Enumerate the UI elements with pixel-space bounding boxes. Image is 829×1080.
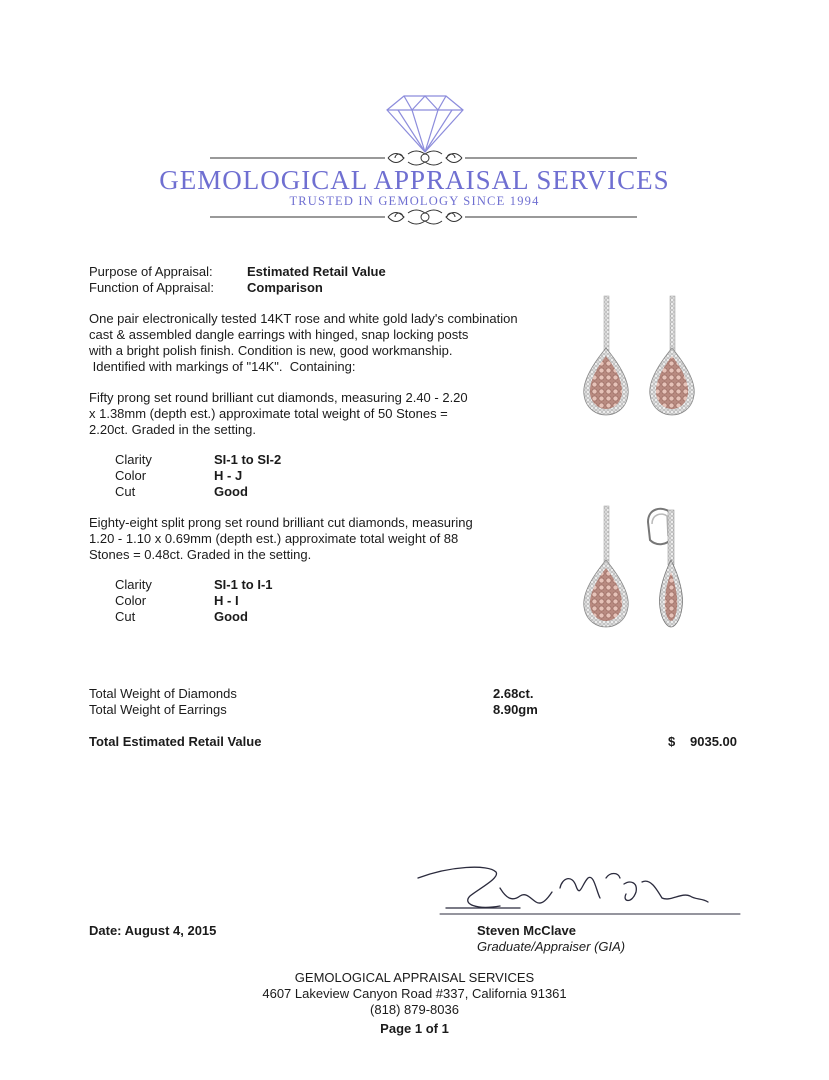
description-line: with a bright polish finish. Condition is new, good workmanship.: [89, 343, 453, 358]
stones-2-description: [89, 515, 473, 563]
earrings-side-photo: [570, 500, 720, 640]
function-label: Function of Appraisal:: [89, 280, 215, 295]
stones-1-grades: [0, 452, 400, 502]
total-earrings-value: 8.90gm: [493, 702, 538, 717]
function-value: Comparison: [247, 280, 323, 295]
footer-address: 4607 Lakeview Canyon Road #337, California 91361: [262, 986, 567, 1001]
diamond-icon: [387, 96, 463, 152]
cut-value: Good: [214, 484, 248, 499]
clarity-value: SI-1 to SI-2: [214, 452, 282, 467]
total-diamonds-label: Total Weight of Diamonds: [89, 686, 237, 701]
company-logo: [0, 90, 829, 230]
appraisal-date: Date: August 4, 2015: [89, 923, 217, 938]
appraiser-title: Graduate/Appraiser (GIA): [477, 939, 626, 954]
clarity-label: Clarity: [115, 452, 152, 467]
total-diamonds-value: 2.68ct.: [493, 686, 534, 701]
ornament-divider-top: [210, 151, 637, 165]
stones-line: Fifty prong set round brilliant cut diamonds, measuring 2.40 - 2.20: [89, 390, 468, 405]
stones-2-grades: [0, 577, 400, 627]
description-line: Identified with markings of "14K". Containing:: [89, 359, 356, 374]
color-value: H - J: [214, 468, 243, 483]
earrings-front-photo: [570, 290, 720, 425]
color-value: H - I: [214, 593, 239, 608]
earring-front-view: [584, 506, 629, 627]
description-line: cast & assembled dangle earrings with hinged, snap locking posts: [89, 327, 469, 342]
earring-right: [650, 296, 695, 415]
cut-value: Good: [214, 609, 248, 624]
stones-line: Stones = 0.48ct. Graded in the setting.: [89, 547, 312, 562]
clarity-value: SI-1 to I-1: [214, 577, 273, 592]
purpose-value: Estimated Retail Value: [247, 264, 386, 279]
logo-graphic: [0, 90, 829, 230]
cut-label: Cut: [115, 609, 136, 624]
purpose-label: Purpose of Appraisal:: [89, 264, 213, 279]
currency-symbol: $: [668, 734, 676, 749]
earring-side-view: [648, 509, 683, 627]
color-label: Color: [115, 593, 147, 608]
footer-phone: (818) 879-8036: [370, 1002, 459, 1017]
total-earrings-label: Total Weight of Earrings: [89, 702, 227, 717]
company-name: GEMOLOGICAL APPRAISAL SERVICES: [159, 165, 670, 195]
appraiser-signature: [410, 858, 750, 918]
stones-line: 1.20 - 1.10 x 0.69mm (depth est.) approximate total weight of 88: [89, 531, 459, 546]
retail-value-label: Total Estimated Retail Value: [89, 734, 262, 749]
stones-line: x 1.38mm (depth est.) approximate total weight of 50 Stones =: [89, 406, 448, 421]
ornament-divider-bottom: [210, 210, 637, 224]
clarity-label: Clarity: [115, 577, 152, 592]
page-number: Page 1 of 1: [380, 1021, 449, 1036]
stones-line: 2.20ct. Graded in the setting.: [89, 422, 256, 437]
description-line: One pair electronically tested 14KT rose and white gold lady's combination: [89, 311, 518, 326]
stones-line: Eighty-eight split prong set round brilliant cut diamonds, measuring: [89, 515, 473, 530]
appraiser-name: Steven McClave: [477, 923, 576, 938]
company-tagline: TRUSTED IN GEMOLOGY SINCE 1994: [289, 194, 540, 208]
cut-label: Cut: [115, 484, 136, 499]
item-description: [89, 311, 518, 375]
retail-value: 9035.00: [690, 734, 737, 749]
color-label: Color: [115, 468, 147, 483]
earring-left: [584, 296, 629, 415]
footer-company: GEMOLOGICAL APPRAISAL SERVICES: [294, 970, 535, 985]
stones-1-description: [89, 390, 468, 438]
